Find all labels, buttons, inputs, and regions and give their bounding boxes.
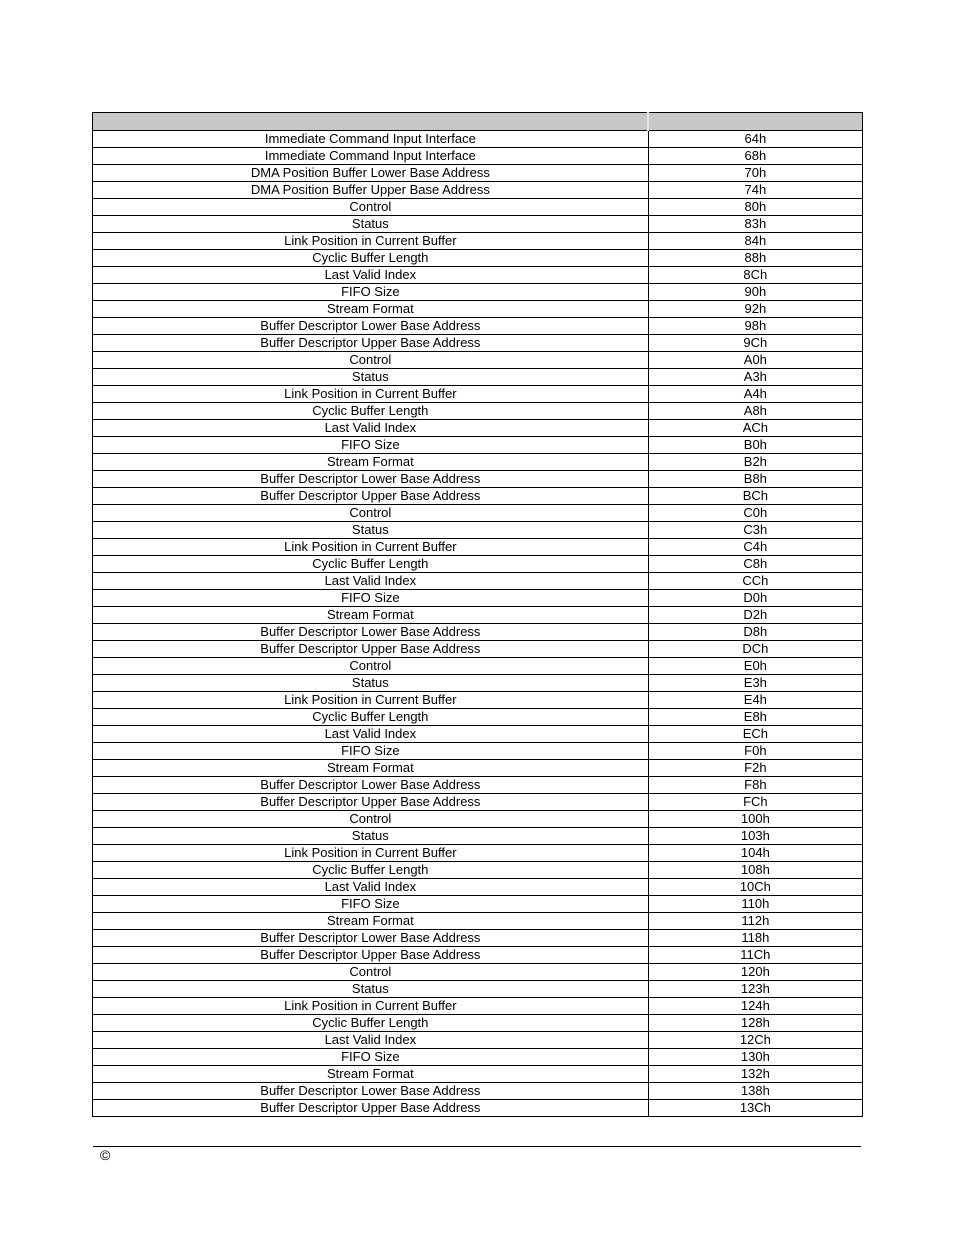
register-offset-cell: D8h [648,624,862,641]
register-name-cell: Last Valid Index [93,267,649,284]
register-name-cell: Status [93,369,649,386]
register-name-cell: FIFO Size [93,1049,649,1066]
register-name-cell: Cyclic Buffer Length [93,250,649,267]
register-name-cell: Buffer Descriptor Lower Base Address [93,930,649,947]
table-row [93,199,863,216]
register-name-cell: Buffer Descriptor Upper Base Address [93,488,649,505]
register-offset-cell: 128h [648,1015,862,1032]
register-offset-cell: 120h [648,964,862,981]
table-row [93,420,863,437]
register-offset-cell: E8h [648,709,862,726]
register-name-cell: Control [93,352,649,369]
register-name-cell: Last Valid Index [93,726,649,743]
table-row [93,811,863,828]
register-offset-cell: 108h [648,862,862,879]
register-name-cell: DMA Position Buffer Lower Base Address [93,165,649,182]
register-name-cell: Cyclic Buffer Length [93,862,649,879]
footer-divider [93,1146,861,1147]
table-row [93,981,863,998]
table-row [93,1066,863,1083]
table-row [93,794,863,811]
table-row [93,131,863,148]
table-row [93,947,863,964]
table-row [93,284,863,301]
register-offset-cell: 90h [648,284,862,301]
register-offset-cell: A0h [648,352,862,369]
register-offset-cell: 83h [648,216,862,233]
table-row [93,318,863,335]
register-offset-cell: A8h [648,403,862,420]
register-name-cell: Link Position in Current Buffer [93,539,649,556]
register-name-cell: FIFO Size [93,896,649,913]
register-name-cell: Immediate Command Input Interface [93,131,649,148]
table-row [93,335,863,352]
register-offset-cell: D0h [648,590,862,607]
register-offset-cell: 64h [648,131,862,148]
table-row [93,692,863,709]
register-name-cell: FIFO Size [93,437,649,454]
register-name-cell: Stream Format [93,913,649,930]
register-offset-cell: 74h [648,182,862,199]
register-name-cell: Buffer Descriptor Upper Base Address [93,794,649,811]
register-name-cell: FIFO Size [93,743,649,760]
register-offset-cell: 98h [648,318,862,335]
register-name-cell: Last Valid Index [93,879,649,896]
register-name-cell: Immediate Command Input Interface [93,148,649,165]
register-table [92,112,863,1117]
table-row [93,726,863,743]
register-name-cell: Stream Format [93,760,649,777]
register-offset-cell: 118h [648,930,862,947]
register-name-cell: FIFO Size [93,590,649,607]
table-row [93,913,863,930]
table-row [93,250,863,267]
register-offset-cell: F2h [648,760,862,777]
register-name-cell: Status [93,216,649,233]
register-offset-cell: B0h [648,437,862,454]
table-row [93,760,863,777]
register-name-cell: Last Valid Index [93,573,649,590]
table-row [93,522,863,539]
table-row [93,1100,863,1117]
register-name-cell: Last Valid Index [93,420,649,437]
table-row [93,386,863,403]
table-row [93,165,863,182]
register-offset-cell: B8h [648,471,862,488]
register-offset-cell: C3h [648,522,862,539]
register-name-cell: Last Valid Index [93,1032,649,1049]
register-name-cell: Link Position in Current Buffer [93,386,649,403]
register-offset-cell: 13Ch [648,1100,862,1117]
register-offset-cell: 8Ch [648,267,862,284]
register-offset-cell: 11Ch [648,947,862,964]
register-offset-cell: FCh [648,794,862,811]
table-row [93,964,863,981]
register-offset-cell: 88h [648,250,862,267]
register-name-cell: Buffer Descriptor Lower Base Address [93,777,649,794]
register-name-cell: Control [93,964,649,981]
table-row [93,267,863,284]
register-offset-cell: A4h [648,386,862,403]
table-row [93,1083,863,1100]
table-row [93,471,863,488]
register-name-cell: DMA Position Buffer Upper Base Address [93,182,649,199]
register-offset-cell: C4h [648,539,862,556]
register-offset-cell: 123h [648,981,862,998]
table-row [93,233,863,250]
table-row [93,182,863,199]
table-row [93,607,863,624]
register-name-cell: Control [93,505,649,522]
table-row [93,352,863,369]
register-offset-cell: 12Ch [648,1032,862,1049]
register-offset-cell: 103h [648,828,862,845]
register-offset-cell: C8h [648,556,862,573]
register-offset-cell: ECh [648,726,862,743]
register-offset-cell: DCh [648,641,862,658]
register-name-cell: Link Position in Current Buffer [93,692,649,709]
table-row [93,845,863,862]
register-offset-cell: E3h [648,675,862,692]
register-offset-cell: 130h [648,1049,862,1066]
table-row [93,862,863,879]
register-offset-cell: 138h [648,1083,862,1100]
table-row [93,624,863,641]
register-offset-cell: ACh [648,420,862,437]
register-name-cell: Status [93,981,649,998]
register-offset-cell: F0h [648,743,862,760]
register-name-cell: Status [93,522,649,539]
register-offset-cell: B2h [648,454,862,471]
register-name-cell: Stream Format [93,454,649,471]
table-row [93,488,863,505]
register-offset-cell: E0h [648,658,862,675]
table-row [93,1015,863,1032]
register-offset-cell: 104h [648,845,862,862]
table-row [93,148,863,165]
register-name-cell: Cyclic Buffer Length [93,709,649,726]
register-name-cell: Buffer Descriptor Lower Base Address [93,624,649,641]
register-offset-cell: E4h [648,692,862,709]
header-offset [648,113,862,131]
register-name-cell: Status [93,675,649,692]
register-name-cell: Buffer Descriptor Upper Base Address [93,335,649,352]
register-offset-cell: C0h [648,505,862,522]
register-offset-cell: 132h [648,1066,862,1083]
register-offset-cell: 10Ch [648,879,862,896]
table-row [93,505,863,522]
register-name-cell: Status [93,828,649,845]
register-name-cell: Buffer Descriptor Upper Base Address [93,641,649,658]
table-row [93,930,863,947]
register-offset-cell: 80h [648,199,862,216]
register-name-cell: FIFO Size [93,284,649,301]
table-row [93,641,863,658]
register-name-cell: Buffer Descriptor Lower Base Address [93,471,649,488]
header-row [93,113,863,131]
register-offset-cell: 112h [648,913,862,930]
register-name-cell: Control [93,199,649,216]
table-body [93,131,863,1117]
table-row [93,1049,863,1066]
register-name-cell: Control [93,811,649,828]
register-name-cell: Buffer Descriptor Lower Base Address [93,1083,649,1100]
table-row [93,828,863,845]
register-name-cell: Control [93,658,649,675]
register-offset-cell: 9Ch [648,335,862,352]
register-name-cell: Link Position in Current Buffer [93,998,649,1015]
register-offset-cell: 110h [648,896,862,913]
table-row [93,879,863,896]
register-name-cell: Stream Format [93,1066,649,1083]
table-row [93,301,863,318]
table-row [93,675,863,692]
register-offset-cell: 84h [648,233,862,250]
register-name-cell: Stream Format [93,607,649,624]
table-row [93,743,863,760]
table-row [93,437,863,454]
register-offset-cell: F8h [648,777,862,794]
register-name-cell: Buffer Descriptor Upper Base Address [93,947,649,964]
header-register-name [93,113,649,131]
table-row [93,658,863,675]
register-name-cell: Cyclic Buffer Length [93,403,649,420]
table-row [93,539,863,556]
register-name-cell: Link Position in Current Buffer [93,845,649,862]
table-row [93,998,863,1015]
table-row [93,777,863,794]
table-row [93,216,863,233]
register-name-cell: Cyclic Buffer Length [93,1015,649,1032]
table-row [93,573,863,590]
register-offset-cell: 92h [648,301,862,318]
register-offset-cell: 124h [648,998,862,1015]
copyright-notice: © [100,1147,111,1163]
table-row [93,556,863,573]
register-name-cell: Cyclic Buffer Length [93,556,649,573]
register-name-cell: Stream Format [93,301,649,318]
register-offset-cell: 100h [648,811,862,828]
table-row [93,709,863,726]
table-row [93,403,863,420]
table-row [93,454,863,471]
register-offset-cell: 68h [648,148,862,165]
table-row [93,1032,863,1049]
register-name-cell: Buffer Descriptor Lower Base Address [93,318,649,335]
register-offset-cell: CCh [648,573,862,590]
table-row [93,590,863,607]
register-name-cell: Buffer Descriptor Upper Base Address [93,1100,649,1117]
table-row [93,369,863,386]
register-offset-cell: BCh [648,488,862,505]
register-offset-cell: 70h [648,165,862,182]
register-offset-cell: D2h [648,607,862,624]
register-name-cell: Link Position in Current Buffer [93,233,649,250]
table-row [93,896,863,913]
table-header [93,113,863,131]
register-offset-cell: A3h [648,369,862,386]
